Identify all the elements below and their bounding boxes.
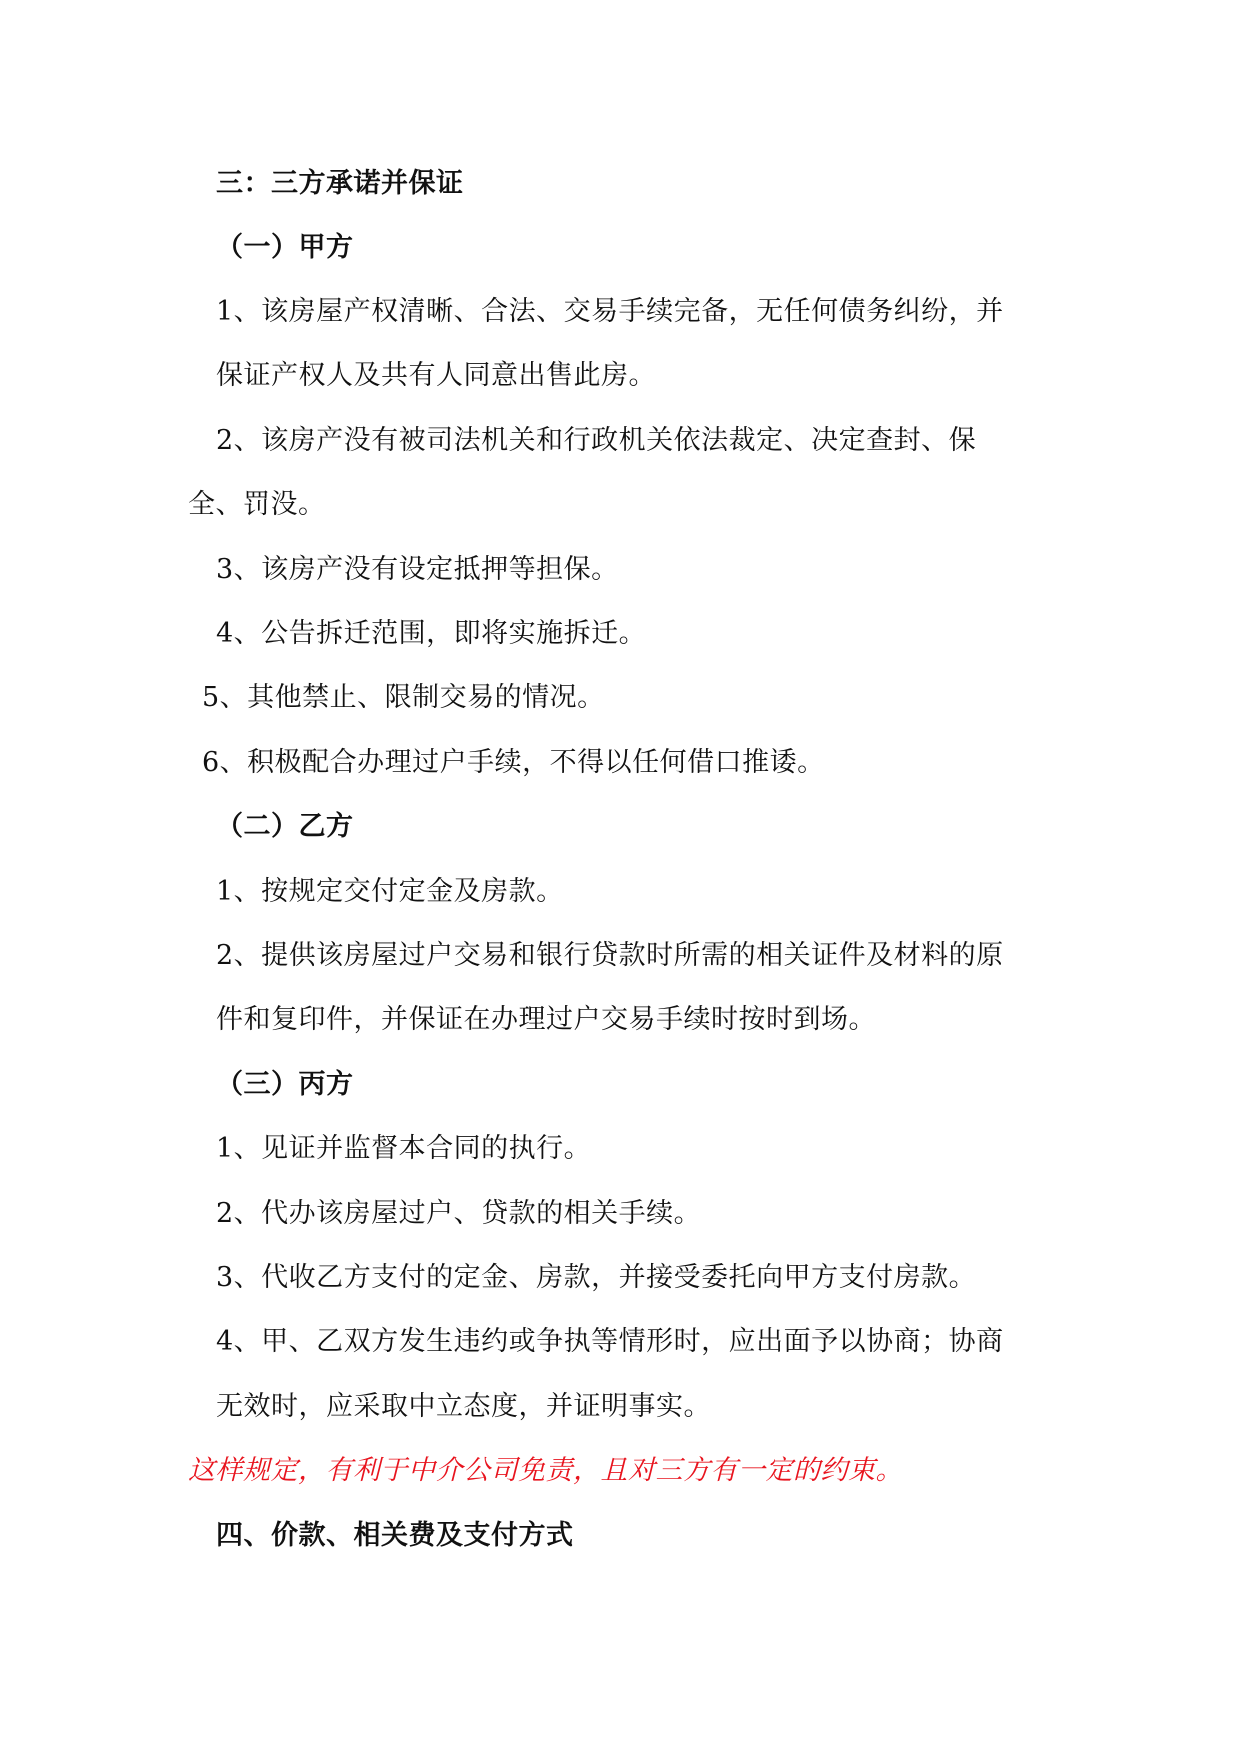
party-c-clause-2: 2、代办该房屋过户、贷款的相关手续。 [216,1198,702,1229]
section-3-heading: 三：三方承诺并保证 [216,168,464,199]
party-c-clause-3: 3、代收乙方支付的定金、房款，并接受委托向甲方支付房款。 [216,1262,977,1293]
party-a-clause-4: 4、公告拆迁范围，即将实施拆迁。 [216,618,647,649]
party-b-heading: （二）乙方 [216,811,354,842]
party-b-clause-2-cont: 件和复印件，并保证在办理过户交易手续时按时到场。 [216,1004,876,1035]
party-a-clause-5: 5、其他禁止、限制交易的情况。 [202,682,605,713]
party-c-heading: （三）丙方 [216,1069,354,1100]
party-a-clause-2-cont: 全、罚没。 [188,489,326,520]
annotation-note: 这样规定，有利于中介公司免责，且对三方有一定的约束。 [188,1455,903,1486]
party-b-clause-1: 1、按规定交付定金及房款。 [216,876,564,907]
section-4-heading: 四、价款、相关费及支付方式 [216,1520,574,1551]
party-c-clause-4-cont: 无效时，应采取中立态度，并证明事实。 [216,1391,711,1422]
party-a-heading: （一）甲方 [216,232,354,263]
party-c-clause-1: 1、见证并监督本合同的执行。 [216,1133,592,1164]
party-a-clause-2: 2、该房产没有被司法机关和行政机关依法裁定、决定查封、保 [216,425,977,456]
party-a-clause-1: 1、该房屋产权清晰、合法、交易手续完备，无任何债务纠纷，并 [216,296,1004,327]
party-b-clause-2: 2、提供该房屋过户交易和银行贷款时所需的相关证件及材料的原 [216,940,1004,971]
party-c-clause-4: 4、甲、乙双方发生违约或争执等情形时，应出面予以协商；协商 [216,1326,1004,1357]
party-a-clause-1-cont: 保证产权人及共有人同意出售此房。 [216,360,656,391]
party-a-clause-3: 3、该房产没有设定抵押等担保。 [216,554,619,585]
party-a-clause-6: 6、积极配合办理过户手续，不得以任何借口推诿。 [202,747,825,778]
